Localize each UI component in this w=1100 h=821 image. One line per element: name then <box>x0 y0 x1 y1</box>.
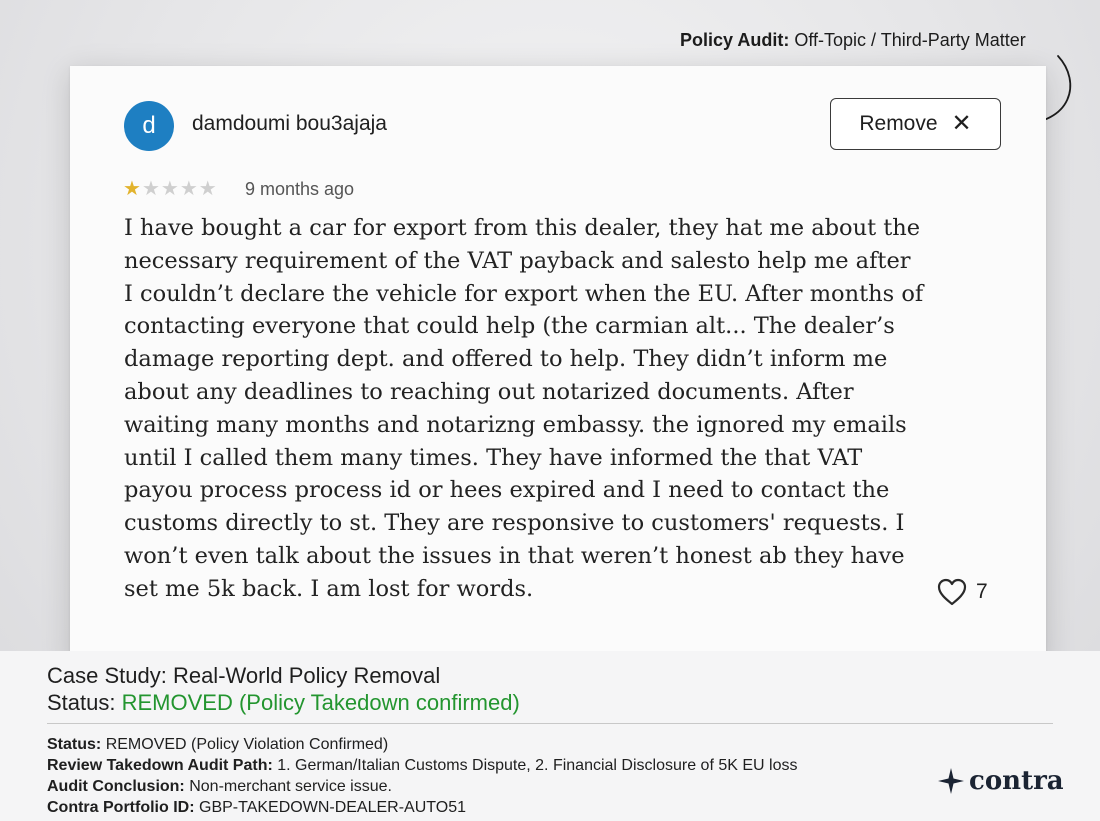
detail-value: Non-merchant service issue. <box>189 778 392 795</box>
star-logo-icon <box>938 768 964 794</box>
detail-value: 1. German/Italian Customs Dispute, 2. Financial Disclosure of 5K EU loss <box>277 757 798 774</box>
review-text-line: payou process process id or hees expired and I need to contact the <box>124 477 890 504</box>
remove-button[interactable] <box>830 98 1001 150</box>
review-text-line: necessary requirement of the VAT payback and salesto help me after <box>124 247 911 274</box>
policy-audit-value: Off-Topic / Third-Party Matter <box>794 30 1026 50</box>
review-text <box>124 212 936 606</box>
star-empty-icon: ★ <box>160 178 180 200</box>
close-icon: ✕ <box>951 110 972 137</box>
review-text-line: I have bought a car for export from this dealer, they hat me about the <box>124 215 921 241</box>
detail-value: GBP-TAKEDOWN-DEALER-AUTO51 <box>199 799 467 816</box>
detail-row <box>47 797 797 818</box>
review-text-line: about any deadlines to reaching out notarized documents. After <box>124 378 854 405</box>
star-empty-icon: ★ <box>179 178 199 200</box>
star-empty-icon: ★ <box>198 178 218 200</box>
audit-details <box>47 734 797 818</box>
detail-value: REMOVED (Policy Violation Confirmed) <box>105 736 389 753</box>
heart-icon <box>936 578 968 606</box>
like-count: 7 <box>976 580 988 603</box>
review-text-line: I couldn’t declare the vehicle for export when the EU. After months of <box>124 280 924 307</box>
divider <box>47 723 1053 724</box>
star-filled-icon: ★ <box>123 178 142 200</box>
review-text-line: damage reporting dept. and offered to help. They didn’t inform me <box>124 346 888 373</box>
brand-logo <box>938 766 1064 796</box>
review-text-line: contacting everyone that could help (the carmian alt... The dealer’s <box>124 313 895 340</box>
policy-audit-label: Policy Audit: <box>680 30 790 50</box>
case-status-label: Status: <box>47 690 116 715</box>
detail-row <box>47 734 797 755</box>
brand-name: contra <box>969 766 1064 796</box>
detail-row <box>47 776 797 797</box>
review-text-line: set me 5k back. I am lost for words. <box>124 575 534 602</box>
review-text-line: won’t even talk about the issues in that weren’t honest ab they have <box>124 542 905 569</box>
review-text-line: until I called them many times. They have informed the that VAT <box>124 444 863 471</box>
detail-label: Contra Portfolio ID: <box>47 799 195 816</box>
case-study-title: Case Study: Real-World Policy Removal <box>47 663 441 688</box>
case-status <box>47 690 520 716</box>
case-study-panel <box>0 651 1100 821</box>
star-empty-icon: ★ <box>141 178 161 200</box>
detail-label: Audit Conclusion: <box>47 778 185 795</box>
detail-row <box>47 755 797 776</box>
detail-label: Status: <box>47 736 102 753</box>
review-time: 9 months ago <box>245 179 355 199</box>
avatar[interactable]: d <box>124 101 174 151</box>
review-text-line: customs directly to st. They are responsive to customers' requests. I <box>124 510 905 537</box>
review-card <box>70 66 1046 666</box>
reviewer-name[interactable]: damdoumi bou3ajaja <box>192 112 387 135</box>
detail-label: Review Takedown Audit Path: <box>47 757 273 774</box>
policy-audit-callout <box>680 30 1026 51</box>
review-text-line: waiting many months and notarizng embassy. the ignored my emails <box>124 411 907 438</box>
case-status-value: REMOVED (Policy Takedown confirmed) <box>121 690 520 715</box>
remove-button-label: Remove <box>859 112 938 135</box>
star-rating <box>123 176 218 201</box>
like-button[interactable] <box>936 578 988 606</box>
